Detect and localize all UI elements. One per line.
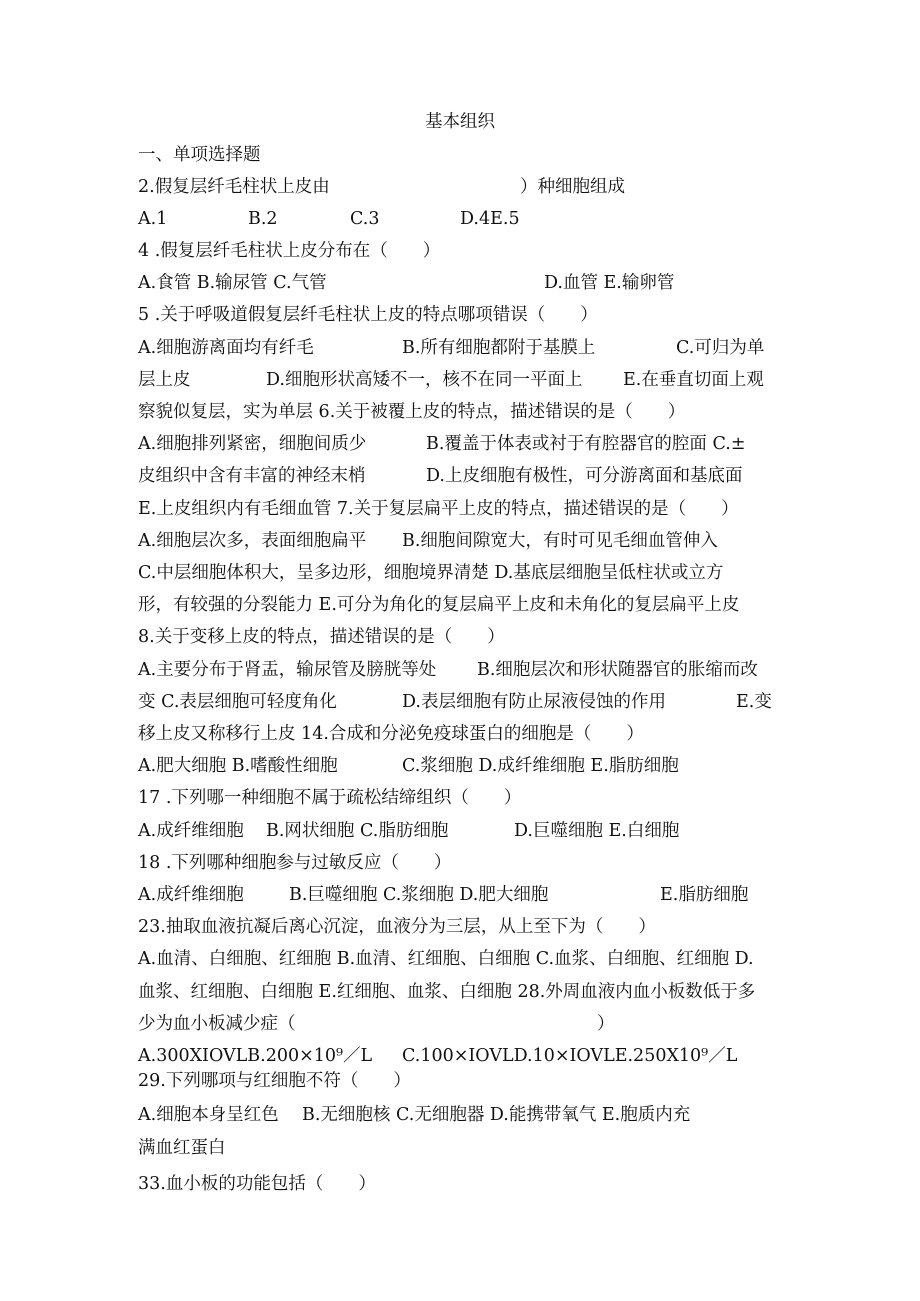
option-line: 层上皮 <box>138 370 191 390</box>
option-line: A.主要分布于肾盂，输尿管及膀胱等处 <box>138 660 437 680</box>
option-line: A.细胞本身呈红色 <box>138 1105 279 1125</box>
option-line: D.血管 E.输卵管 <box>544 273 675 293</box>
option-line: B.细胞层次和形状随器官的胀缩而改 <box>477 660 758 680</box>
question-line: 少为血小板减少症（ <box>138 1014 296 1034</box>
option-line: D.表层细胞有防止尿液侵蚀的作用 <box>402 692 666 712</box>
option-line: D.细胞形状高矮不一，核不在同一平面上 <box>266 370 583 390</box>
question-line: 5 .关于呼吸道假复层纤毛柱状上皮的特点哪项错误（ ） <box>138 305 598 325</box>
question-line: 17 .下列哪一种细胞不属于疏松结缔组织（ ） <box>138 788 522 808</box>
option-line: 变 C.表层细胞可轻度角化 <box>138 692 337 712</box>
option-line: A.血清、白细胞、红细胞 B.血清、红细胞、白细胞 C.血浆、白细胞、红细胞 D. <box>138 949 754 969</box>
option-line: D.上皮细胞有极性，可分游离面和基底面 <box>426 466 743 486</box>
option-line: 形，有较强的分裂能力 E.可分为角化的复层扁平上皮和未角化的复层扁平上皮 <box>138 595 740 615</box>
option-line: C.可归为单 <box>676 338 765 358</box>
question-line: 4 .假复层纤毛柱状上皮分布在（ ） <box>138 241 441 261</box>
question-line: ）种细胞组成 <box>520 177 625 197</box>
option-line: 满血红蛋白 <box>138 1138 226 1158</box>
option-line: E.变 <box>736 692 772 712</box>
option-line: 血浆、红细胞、白细胞 E.红细胞、血浆、白细胞 28.外周血液内血小板数低于多 <box>138 982 756 1002</box>
option-line: A.细胞层次多，表面细胞扁平 <box>138 531 367 551</box>
option-line: A.成纤维细胞 <box>138 821 244 841</box>
section-heading: 一、单项选择题 <box>138 145 261 165</box>
option-line: A.1 <box>138 209 168 229</box>
question-line: 18 .下列哪种细胞参与过敏反应（ ） <box>138 853 452 873</box>
option-line: C.中层细胞体积大，呈多边形，细胞境界清楚 D.基底层细胞呈低柱状或立方 <box>138 563 724 583</box>
question-line: ） <box>597 1014 615 1034</box>
question-line: 移上皮又称移行上皮 14.合成和分泌免疫球蛋白的细胞是（ ） <box>138 724 644 744</box>
option-line: E.脂肪细胞 <box>660 885 749 905</box>
option-line: C.100×IOVLD.10×IOVLE.250X10⁹／L <box>402 1046 738 1066</box>
option-line: A.肥大细胞 B.嗜酸性细胞 <box>138 756 338 776</box>
question-line: E.上皮组织内有毛细血管 7.关于复层扁平上皮的特点，描述错误的是（ ） <box>138 499 739 519</box>
option-line: A.细胞游离面均有纤毛 <box>138 338 314 358</box>
option-line: C.3 <box>350 209 380 229</box>
question-line: 察貌似复层，实为单层 6.关于被覆上皮的特点，描述错误的是（ ） <box>138 402 686 422</box>
option-line: B.覆盖于体表或衬于有腔器官的腔面 C.± <box>426 434 746 454</box>
document-title: 基本组织 <box>425 112 495 132</box>
option-line: B.网状细胞 C.脂肪细胞 <box>266 821 449 841</box>
option-line: B.巨噬细胞 C.浆细胞 D.肥大细胞 <box>289 885 549 905</box>
option-line: B.2 <box>248 209 278 229</box>
option-line: D.4E.5 <box>460 209 520 229</box>
option-line: B.所有细胞都附于基膜上 <box>402 338 596 358</box>
question-line: 8.关于变移上皮的特点，描述错误的是（ ） <box>138 627 505 647</box>
option-line: A.细胞排列紧密，细胞间质少 <box>138 434 367 454</box>
question-line: 2.假复层纤毛柱状上皮由 <box>138 177 330 197</box>
question-line: 29.下列哪项与红细胞不符（ ） <box>138 1071 411 1091</box>
question-line: 23.抽取血液抗凝后离心沉淀，血液分为三层，从上至下为（ ） <box>138 917 656 937</box>
option-line: A.食管 B.输尿管 C.气管 <box>138 273 327 293</box>
option-line: C.浆细胞 D.成纤维细胞 E.脂肪细胞 <box>402 756 679 776</box>
question-line: 33.血小板的功能包括（ ） <box>138 1174 376 1194</box>
option-line: D.巨噬细胞 E.白细胞 <box>514 821 680 841</box>
option-line: A.成纤维细胞 <box>138 885 244 905</box>
option-line: E.在垂直切面上观 <box>623 370 764 390</box>
option-line: B.无细胞核 C.无细胞器 D.能携带氧气 E.胞质内充 <box>302 1105 691 1125</box>
option-line: 皮组织中含有丰富的神经末梢 <box>138 466 366 486</box>
option-line: B.细胞间隙宽大，有时可见毛细血管伸入 <box>402 531 718 551</box>
option-line: A.300XIOVLB.200×10⁹／L <box>138 1046 373 1066</box>
